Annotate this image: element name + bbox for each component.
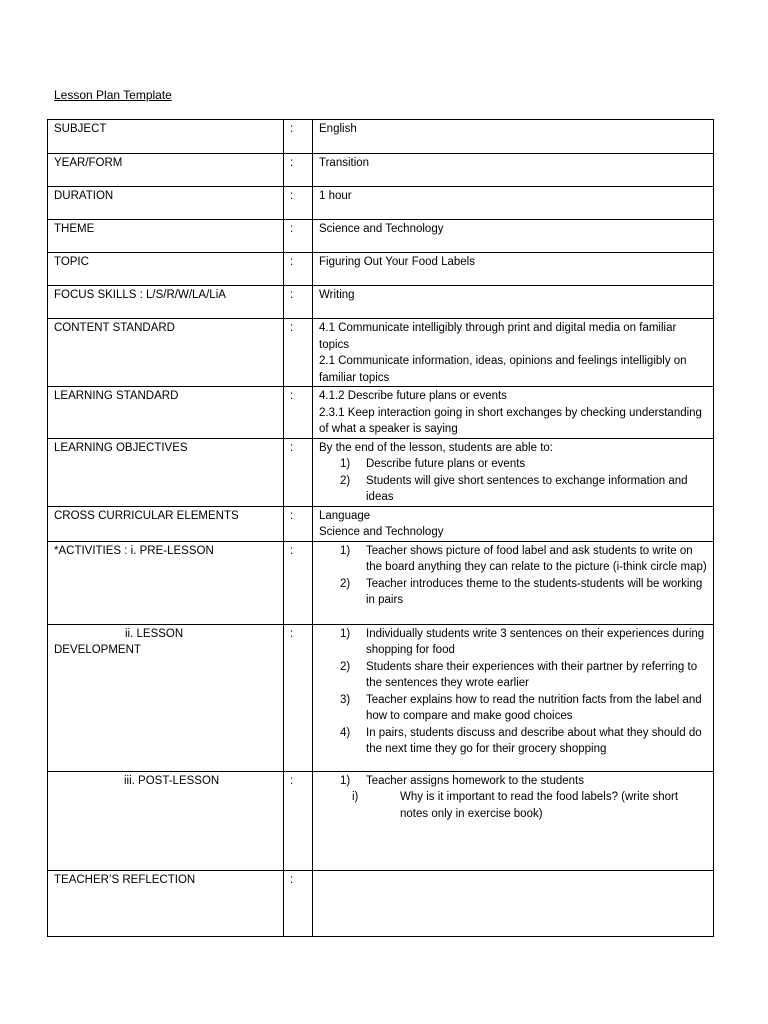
row-value bbox=[313, 541, 714, 624]
list-item bbox=[337, 773, 707, 790]
table-row bbox=[48, 506, 714, 541]
table-row bbox=[48, 220, 714, 253]
row-value: English bbox=[313, 120, 714, 154]
colon: : bbox=[284, 187, 313, 220]
row-value: Figuring Out Your Food Labels bbox=[313, 253, 714, 286]
colon: : bbox=[284, 120, 313, 154]
row-value bbox=[313, 506, 714, 541]
learning-standard-line: 2.3.1 Keep interaction going in short exchanges by checking understanding of what a speaker is saying bbox=[319, 406, 702, 435]
table-row bbox=[48, 387, 714, 439]
lesson-plan-table bbox=[47, 119, 714, 937]
list-item bbox=[337, 543, 707, 576]
page-title: Lesson Plan Template bbox=[54, 88, 172, 102]
row-label bbox=[48, 624, 284, 771]
table-row bbox=[48, 120, 714, 154]
list-number: 1) bbox=[340, 774, 351, 787]
sub-list-item bbox=[319, 789, 707, 822]
list-number: 4) bbox=[340, 726, 351, 739]
row-label bbox=[48, 771, 284, 870]
objectives-intro: By the end of the lesson, students are able to: bbox=[319, 441, 553, 454]
list-item bbox=[337, 456, 707, 473]
colon: : bbox=[284, 319, 313, 387]
row-label: YEAR/FORM bbox=[48, 154, 284, 187]
table-row bbox=[48, 253, 714, 286]
list-number: 3) bbox=[340, 693, 351, 706]
colon: : bbox=[284, 220, 313, 253]
list-item bbox=[337, 473, 707, 506]
colon: : bbox=[284, 438, 313, 506]
row-label: TOPIC bbox=[48, 253, 284, 286]
row-value bbox=[313, 319, 714, 387]
list-text: Teacher explains how to read the nutrition facts from the label and how to compare and make good choices bbox=[366, 693, 702, 722]
table-row bbox=[48, 154, 714, 187]
colon: : bbox=[284, 771, 313, 870]
list-text: In pairs, students discuss and describe about what they should do the next time they go for their grocery shopping bbox=[366, 726, 702, 755]
colon: : bbox=[284, 541, 313, 624]
content-standard-line: 4.1 Communicate intelligibly through print and digital media on familiar topics bbox=[319, 322, 677, 351]
row-label-line: DEVELOPMENT bbox=[54, 644, 141, 656]
colon: : bbox=[284, 154, 313, 187]
row-label: SUBJECT bbox=[48, 120, 284, 154]
row-label: THEME bbox=[48, 220, 284, 253]
list-number: 2) bbox=[340, 660, 351, 673]
table-row bbox=[48, 438, 714, 506]
row-label: TEACHER’S REFLECTION bbox=[48, 870, 284, 936]
row-value bbox=[313, 438, 714, 506]
list-text: Describe future plans or events bbox=[366, 458, 526, 470]
colon: : bbox=[284, 624, 313, 771]
row-value bbox=[313, 387, 714, 439]
learning-standard-line: 4.1.2 Describe future plans or events bbox=[319, 390, 507, 402]
row-label-line: iii. POST-LESSON bbox=[124, 774, 220, 787]
row-label-line: ii. LESSON bbox=[125, 627, 184, 640]
colon: : bbox=[284, 286, 313, 319]
colon: : bbox=[284, 870, 313, 936]
list-number: i) bbox=[352, 791, 359, 803]
row-value: Science and Technology bbox=[313, 220, 714, 253]
cross-curricular-line: Science and Technology bbox=[319, 526, 444, 538]
list-text: Why is it important to read the food labels? (write short notes only in exercise book) bbox=[400, 791, 679, 820]
row-value bbox=[313, 771, 714, 870]
colon: : bbox=[284, 506, 313, 541]
table-row bbox=[48, 286, 714, 319]
row-label: *ACTIVITIES : i. PRE-LESSON bbox=[48, 541, 284, 624]
list-text: Individually students write 3 sentences on their experiences during shopping for food bbox=[366, 627, 705, 656]
row-label: DURATION bbox=[48, 187, 284, 220]
list-item bbox=[337, 626, 707, 659]
table-row bbox=[48, 870, 714, 936]
table-row bbox=[48, 771, 714, 870]
list-number: 2) bbox=[340, 577, 351, 590]
list-item bbox=[337, 659, 707, 692]
row-label: LEARNING OBJECTIVES bbox=[48, 438, 284, 506]
list-item bbox=[337, 692, 707, 725]
list-item bbox=[337, 576, 707, 609]
row-label: LEARNING STANDARD bbox=[48, 387, 284, 439]
table-row bbox=[48, 541, 714, 624]
row-value: Transition bbox=[313, 154, 714, 187]
table-row bbox=[48, 624, 714, 771]
list-text: Students will give short sentences to exchange information and ideas bbox=[366, 474, 688, 503]
row-value: 1 hour bbox=[313, 187, 714, 220]
table-row bbox=[48, 319, 714, 387]
row-label: FOCUS SKILLS : L/S/R/W/LA/LiA bbox=[48, 286, 284, 319]
row-value bbox=[313, 624, 714, 771]
list-number: 2) bbox=[340, 474, 351, 487]
colon: : bbox=[284, 387, 313, 439]
list-number: 1) bbox=[340, 544, 351, 557]
list-text: Teacher introduces theme to the students-students will be working in pairs bbox=[366, 577, 703, 606]
list-number: 1) bbox=[340, 458, 351, 470]
table-row bbox=[48, 187, 714, 220]
list-number: 1) bbox=[340, 627, 351, 640]
row-value bbox=[313, 870, 714, 936]
list-text: Students share their experiences with their partner by referring to the sentences they wrote earlier bbox=[366, 660, 698, 689]
content-standard-line: 2.1 Communicate information, ideas, opinions and feelings intelligibly on familiar topics bbox=[319, 355, 687, 384]
list-text: Teacher assigns homework to the students bbox=[366, 774, 584, 787]
list-item bbox=[337, 725, 707, 758]
row-value: Writing bbox=[313, 286, 714, 319]
row-label: CROSS CURRICULAR ELEMENTS bbox=[48, 506, 284, 541]
cross-curricular-line: Language bbox=[319, 509, 371, 522]
colon: : bbox=[284, 253, 313, 286]
row-label: CONTENT STANDARD bbox=[48, 319, 284, 387]
list-text: Teacher shows picture of food label and ask students to write on the board anything they can relate to the picture (i-think circle map) bbox=[366, 544, 707, 573]
